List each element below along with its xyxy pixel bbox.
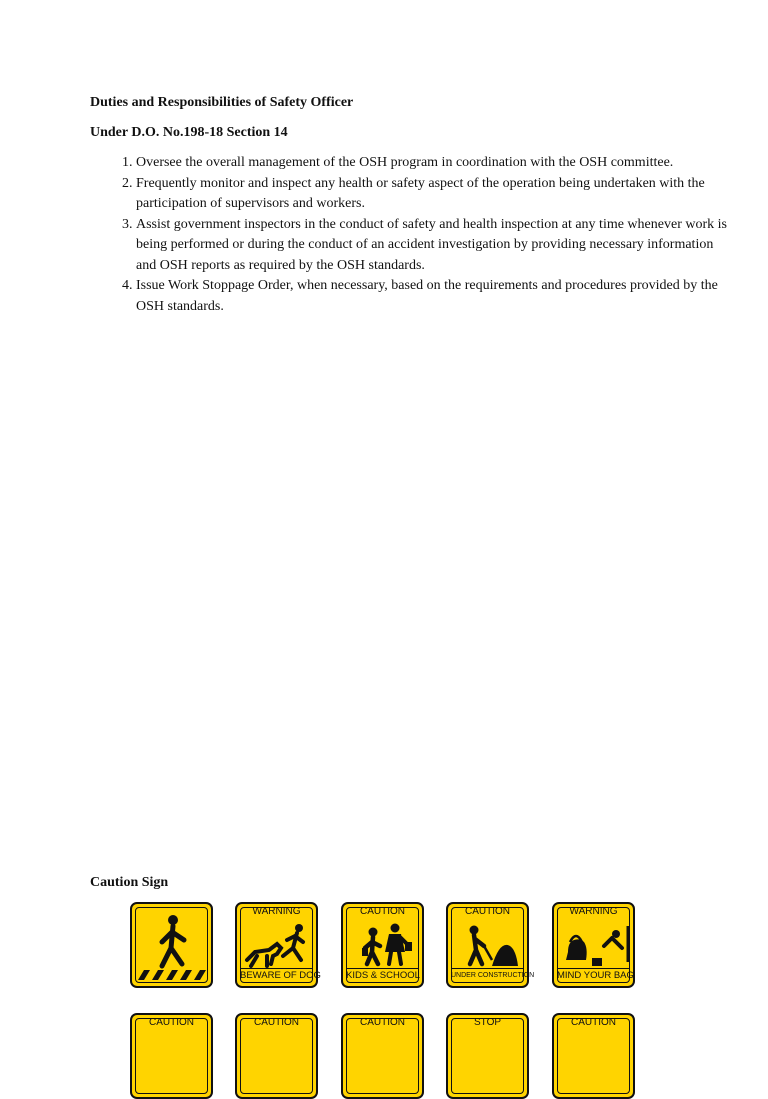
sign-pedestrian [130,902,213,988]
sign-kids-and-school [341,902,424,988]
sign-top-label: CAUTION [360,1017,405,1028]
sign-under-construction [446,902,535,988]
sign-top-label: CAUTION [254,1017,299,1028]
duty-item-2: 2. Frequently monitor and inspect any health or safety aspect of the operation being undertaken with the participation of supervisors and workers. [136,174,736,215]
sign-bottom-label: BEWARE OF DOG [240,970,321,981]
duty-item-4: 4. Issue Work Stoppage Order, when necessary, based on the requirements and procedures provided by the OSH standards. [136,276,736,317]
duty-item-3: 3. Assist government inspectors in the conduct of safety and health inspection at any time whenever work is being performed or during the conduct of an accident investigation by providing necessary information and OSH reports as required by the OSH standards. [136,215,736,277]
duty-item-1: 1. Oversee the overall management of the OSH program in coordination with the OSH committee. [136,153,736,174]
sign-top-label: CAUTION [360,906,405,917]
sign-row2-5 [552,1013,635,1099]
sign-row2-1 [130,1013,213,1099]
document-title: Duties and Responsibilities of Safety Officer [90,95,354,110]
sign-top-label: CAUTION [465,906,510,917]
caution-sign-heading: Caution Sign [90,875,169,890]
sign-row2-4 [446,1013,529,1099]
sign-beware-of-dog [235,902,321,988]
sign-top-label: CAUTION [571,1017,616,1028]
sign-top-label: STOP [473,1017,502,1028]
sign-top-label: CAUTION [149,1017,194,1028]
sign-bottom-label: UNDER CONSTRUCTION [451,968,524,983]
sign-mind-your-bag [552,902,635,988]
sign-row2-3 [341,1013,424,1099]
document-subtitle: Under D.O. No.198-18 Section 14 [90,125,288,140]
sign-bottom-label: KIDS & SCHOOL [346,970,420,981]
sign-bottom-label: MIND YOUR BAG [557,970,634,981]
duties-list [90,153,736,317]
sign-top-label: WARNING [569,906,618,917]
pedestrian-crossing-icon [132,904,215,990]
sign-row2-2 [235,1013,318,1099]
sign-top-label: WARNING [252,906,301,917]
